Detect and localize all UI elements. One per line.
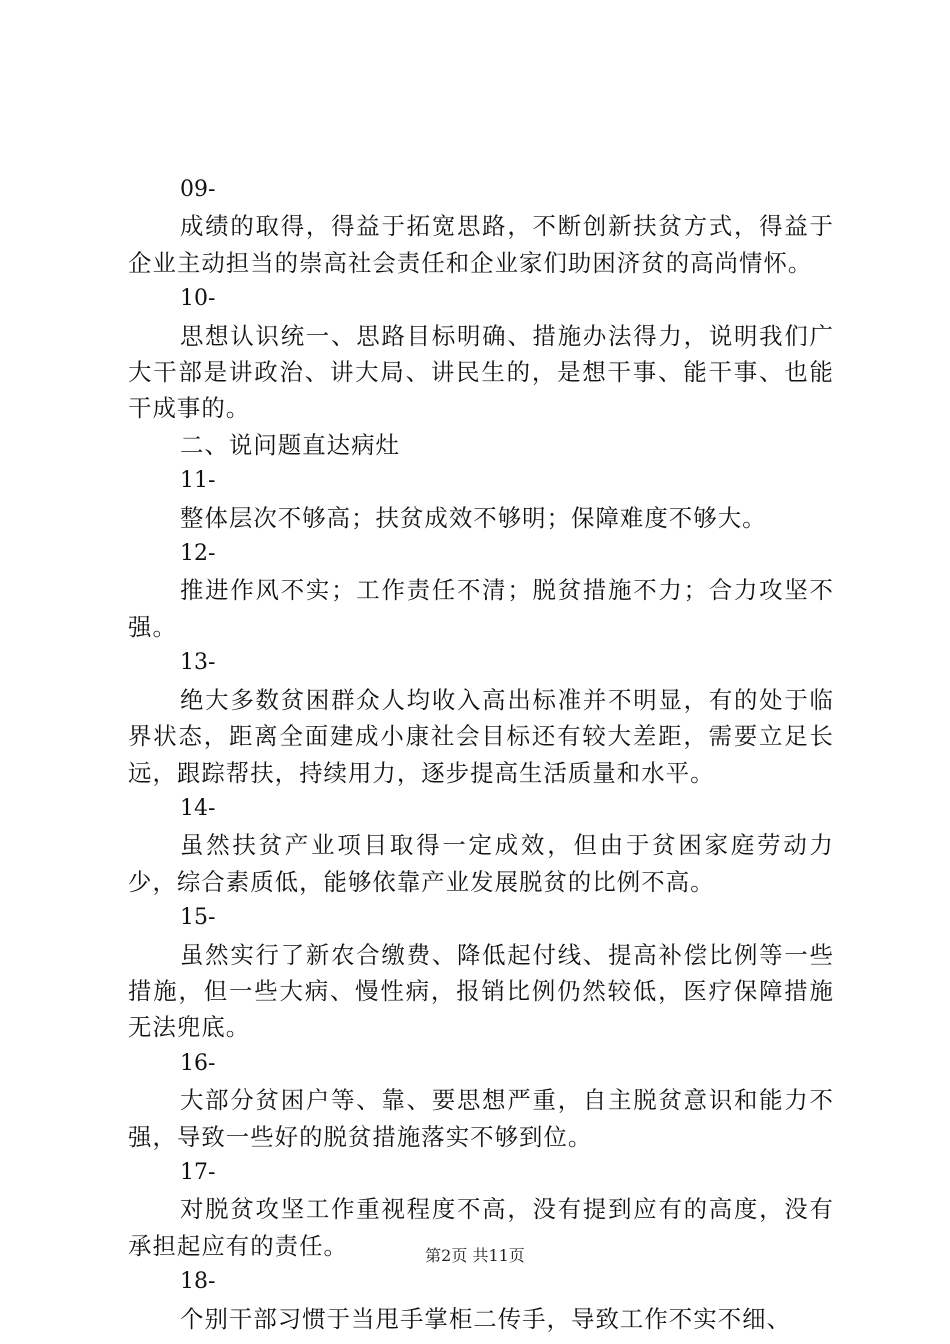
paragraph: 绝大多数贫困群众人均收入高出标准并不明显，有的处于临界状态，距离全面建成小康社会目标还有较大差距，需要立足长远，跟踪帮扶，持续用力，逐步提高生活质量和水平。 [128,685,834,787]
document-body [128,172,834,1337]
paragraph: 对脱贫攻坚工作重视程度不高，没有提到应有的高度，没有承担起应有的责任。 [128,1195,834,1260]
paragraph: 个别干部习惯于当甩手掌柜二传手，导致工作不实不细、 [180,1304,792,1333]
paragraph: 大部分贫困户等、靠、要思想严重，自主脱贫意识和能力不强，导致一些好的脱贫措施落实不够到位。 [128,1086,834,1151]
paragraph: 成绩的取得，得益于拓宽思路，不断创新扶贫方式，得益于企业主动担当的崇高社会责任和企业家们助困济贫的高尚情怀。 [128,212,834,277]
section-heading: 二、说问题直达病灶 [180,430,400,459]
item-number: 15- [180,905,216,931]
item-number: 09- [180,177,216,202]
paragraph: 虽然扶贫产业项目取得一定成效，但由于贫困家庭劳动力少，综合素质低，能够依靠产业发展脱贫的比例不高。 [128,831,834,896]
item-number: 14- [180,795,216,821]
item-number: 12- [180,541,216,567]
item-number: 11- [180,468,216,494]
page-footer: 第2页 共11页 [425,1246,525,1265]
paragraph: 思想认识统一、思路目标明确、措施办法得力，说明我们广大干部是讲政治、讲大局、讲民生的，是想干事、能干事、也能干成事的。 [128,321,834,423]
item-number: 17- [180,1159,216,1185]
item-number: 18- [180,1269,216,1295]
paragraph: 整体层次不够高；扶贫成效不够明；保障难度不够大。 [180,503,767,532]
paragraph: 虽然实行了新农合缴费、降低起付线、提高补偿比例等一些措施，但一些大病、慢性病，报销比例仍然较低，医疗保障措施无法兜底。 [128,940,834,1042]
item-number: 10- [180,286,216,312]
item-number: 16- [180,1050,216,1076]
item-number: 13- [180,650,216,676]
paragraph: 推进作风不实；工作责任不清；脱贫措施不力；合力攻坚不强。 [128,576,834,641]
